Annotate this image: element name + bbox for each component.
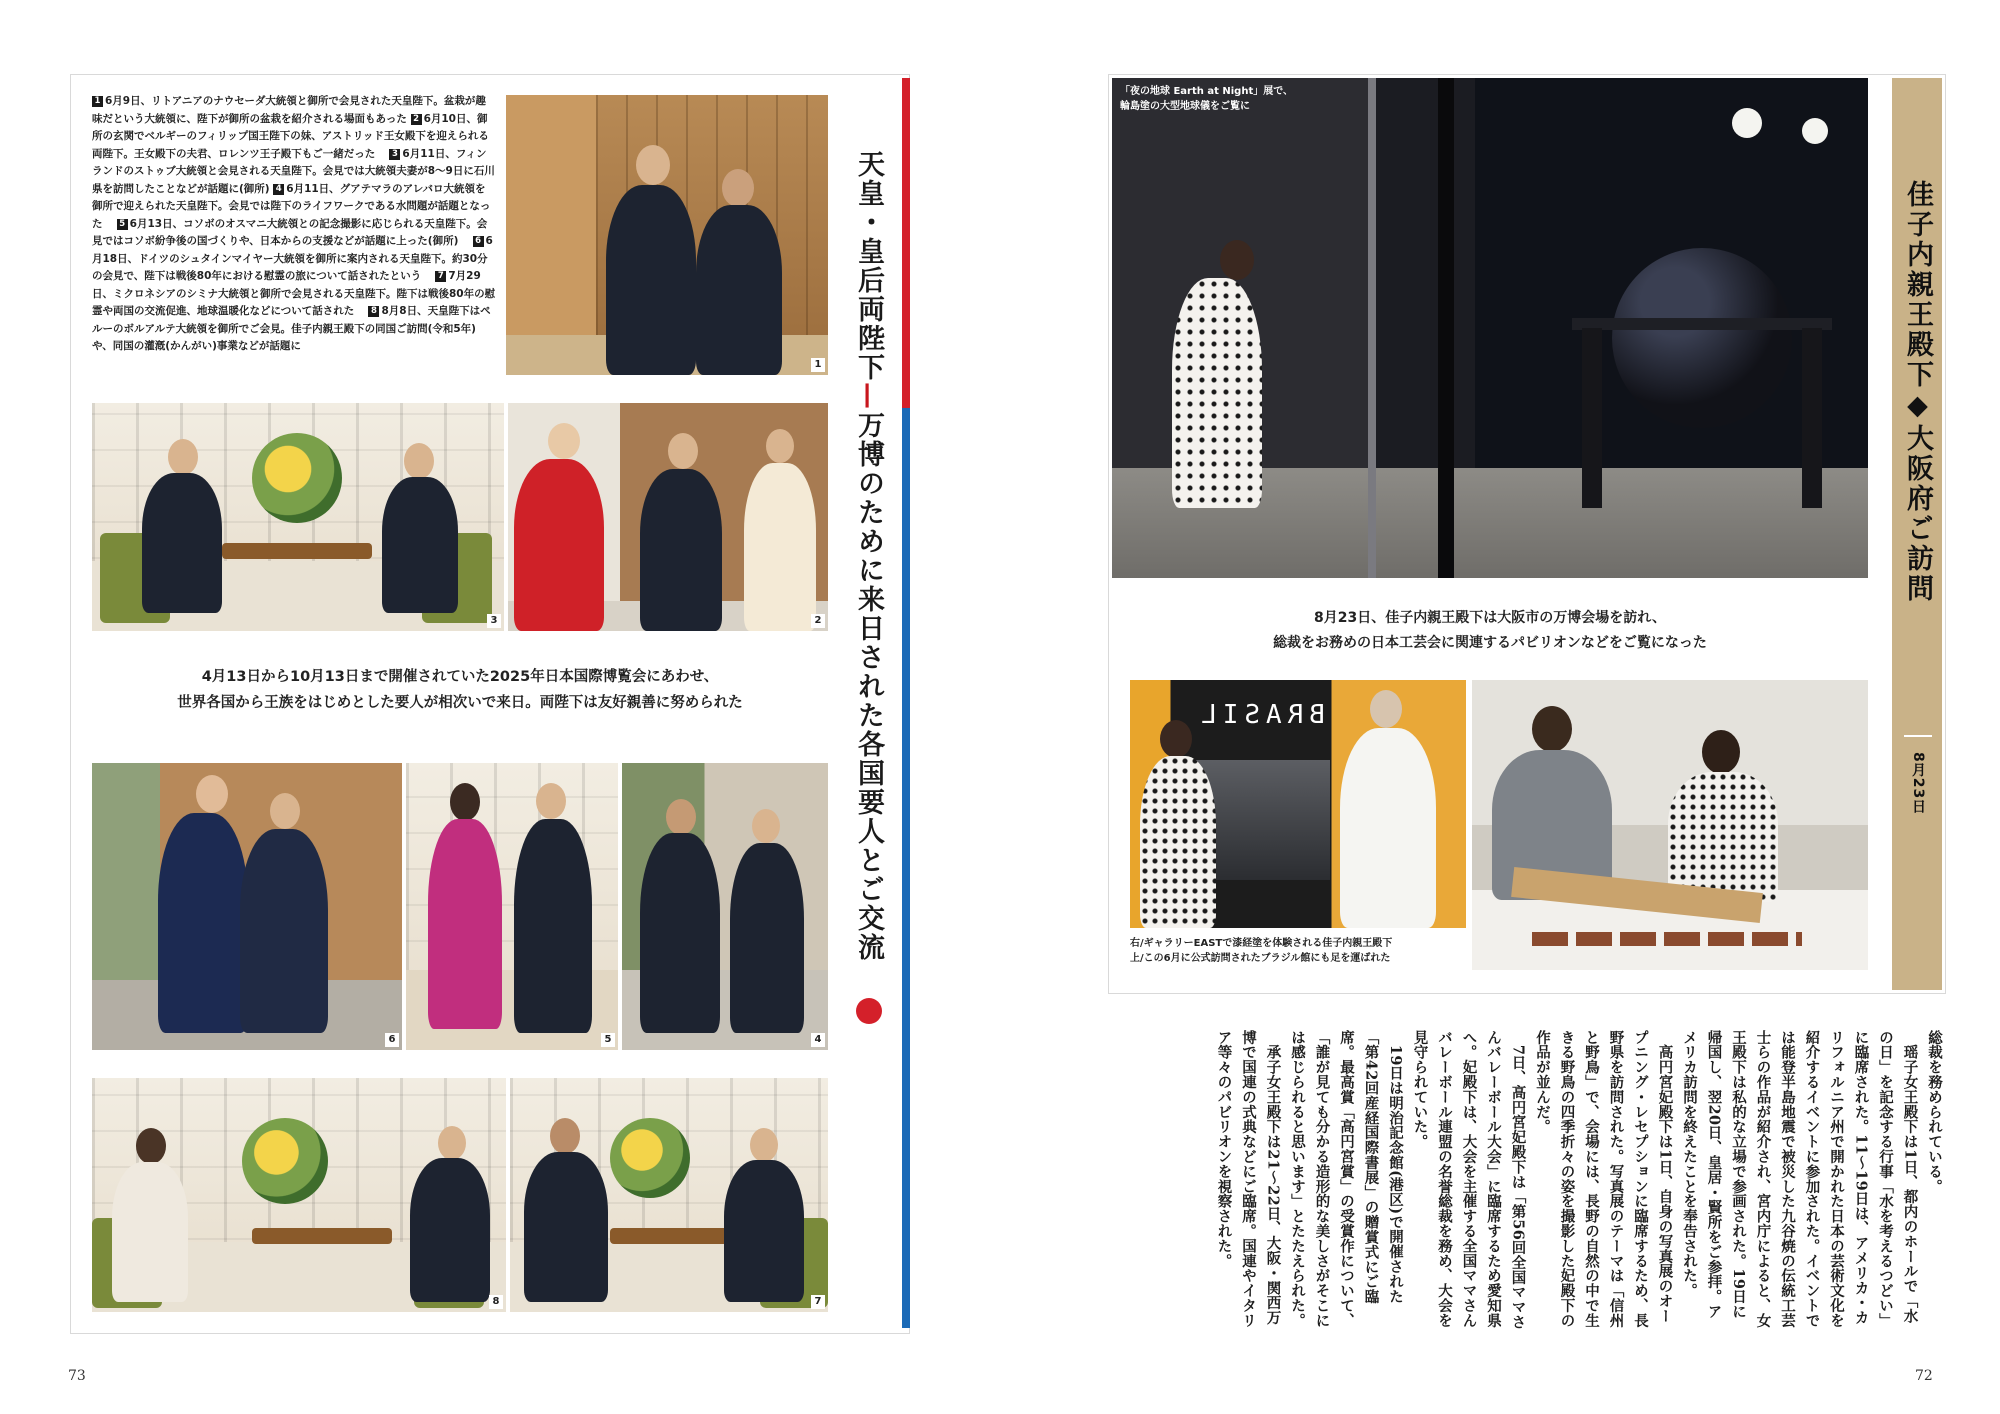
photo-globe-exhibit [1112,78,1868,578]
caption-6: 6 6月18日、ドイツのシュタインマイヤー大統領を御所に案内される天皇陛下。約30分の会見で、陛下は戦後80年における慰霊の旅について話されたという [92,235,493,282]
date-label: 8月23日 [1910,752,1926,815]
photo-8-peru-president [92,1078,506,1312]
photo-number-5: 5 [601,1033,615,1047]
photo-number-6: 6 [385,1033,399,1047]
caption-4: 4 6月11日、グアテマラのアレバロ大統領を御所で迎えられた天皇陛下。会見では陛下のライフワークである水問題が話題となった [92,182,491,230]
photo-1-lithuania-president [506,95,828,375]
photo-number-2: 2 [811,614,825,628]
photo-5-kosovo-president [406,763,618,1050]
photo-number-8: 8 [489,1295,503,1309]
caption-1: 1 6月9日、リトアニアのナウセーダ大統領と御所で会見された天皇陛下。盆栽が趣味だという大統領に、陛下が御所の盆栽を紹介される場面もあった [92,95,486,125]
red-drop-icon [856,998,882,1024]
lede-text: 4月13日から10月13日まで開催されていた2025年日本国際博覧会にあわせ、 世界各国から王族をはじめとした要人が相次いで来日。両陛下は友好親善に努められた [177,669,743,711]
photo-captions [92,93,496,356]
photo-4-guatemala-president [622,763,828,1050]
photo-2-belgium-princess [508,403,828,631]
photo-number-3: 3 [487,614,501,628]
body-text: 総裁を務められている。 瑶子女王殿下は1日、都内のホールで「水の日」を記念する行事「水を考えるつどい」に臨席された。11〜19日は、アメリカ・カリフォルニア州で開かれた日本の芸術文化を紹介するイベントに参加された。イベントでは能登半島地震で被災した九谷焼の伝統工芸士らの作品が紹介され、宮内庁によると、女王殿下は私的な立場で参画された。19日に帰国し、翌20日、皇居・賢所をご参拝。アメリカ訪問を終えたことを奉告された。 高円宮妃殿下は1日、自身の写真展のオープニング・レセプションに臨席するため、長野県を訪問された。写真展のテーマは「信州と野鳥」で、会場には、長野の自然の中で生きる野鳥の四季折々の姿を撮影した妃殿下の作品が並んだ。 7日、高円宮妃殿下は「第56回全国ママさんバレーボール大会」に臨席するため愛知県へ。妃殿下は、大会を主催する全国ママさんバレーボール連盟の名誉総裁を務め、大会を見守られていた。 19日は明治記念館(港区)で開催された「第42回産経国際書展」の贈賞式にご臨席。最高賞「高円宮賞」の受賞作について、「誰が見ても分かる造形的な美しさがそこには感じられると思います」とたたえられた。 承子女王殿下は21〜22日、大阪・関西万博で国連の式典などにご臨席。国連やイタリア等々のパビリオンを視察された。 [1215,1030,1943,1330]
blue-edge-bar [902,408,910,1328]
photo-6-germany-president [92,763,402,1050]
caption-7: 7 7月29日、ミクロネシアのシミナ大統領と御所で会見される天皇陛下。陛下は戦後80年の慰霊や両国の交流促進、地球温暖化などについて話された [92,270,496,317]
red-edge-bar [902,78,910,408]
caption-2: 2 6月10日、御所の玄関でベルギーのフィリップ国王陛下の妹、アストリッド王女殿下を迎えられる両陛下。王女殿下の夫君、ロレンツ王子殿下もご一緒だった [92,112,489,160]
photo-lacquer-workshop [1472,680,1868,970]
photo-brazil-pavilion [1130,680,1466,928]
title-band-rule [1904,735,1932,737]
right-page [1000,0,2000,1414]
photo-7-micronesia-president [510,1078,828,1312]
page-number-left: 73 [68,1368,86,1384]
photo-number-1: 1 [811,358,825,372]
small-photo-caption: 右/ギャラリーEASTで漆経塗を体験される佳子内親王殿下 上/この6月に公式訪問されたブラジル館にも足を運ばれた [1130,938,1393,964]
photo-overlay-caption: 「夜の地球 Earth at Night」展で、 輪島塗の大型地球儀をご覧に [1120,86,1294,112]
photo-3-finland-president [92,403,504,631]
photo-number-7: 7 [811,1295,825,1309]
caption-3: 3 6月11日、フィンランドのストゥブ大統領と会見される天皇陛下。会見では大統領夫妻が8〜9日に石川県を訪問したことなどが話題に(御所) [92,147,495,195]
brasil-sign: BRASIL [1195,700,1325,730]
main-caption: 8月23日、佳子内親王殿下は大阪市の万博会場を訪れ、 総裁をお務めの日本工芸会に関連するパビリオンなどをご覧になった [1273,610,1707,651]
right-page-title: 佳子内親王殿下◆大阪府ご訪問 [1902,180,1933,604]
caption-8: 8 8月8日、天皇陛下はペルーのボルアルテ大統領を御所でご会見。佳子内親王殿下の同国ご訪問(令和5年)や、同国の灌漑(かんがい)事業などが話題に [92,305,491,352]
page-number-right: 72 [1915,1368,1933,1384]
caption-5: 5 6月13日、コソボのオスマニ大統領との記念撮影に応じられる天皇陛下。会見ではコソボ紛争後の国づくりや、日本からの支援などが話題に上った(御所) [92,217,488,247]
left-page-title: 天皇・皇后両陛下—万博のために来日された各国要人とご交流 [853,150,884,962]
photo-number-4: 4 [811,1033,825,1047]
